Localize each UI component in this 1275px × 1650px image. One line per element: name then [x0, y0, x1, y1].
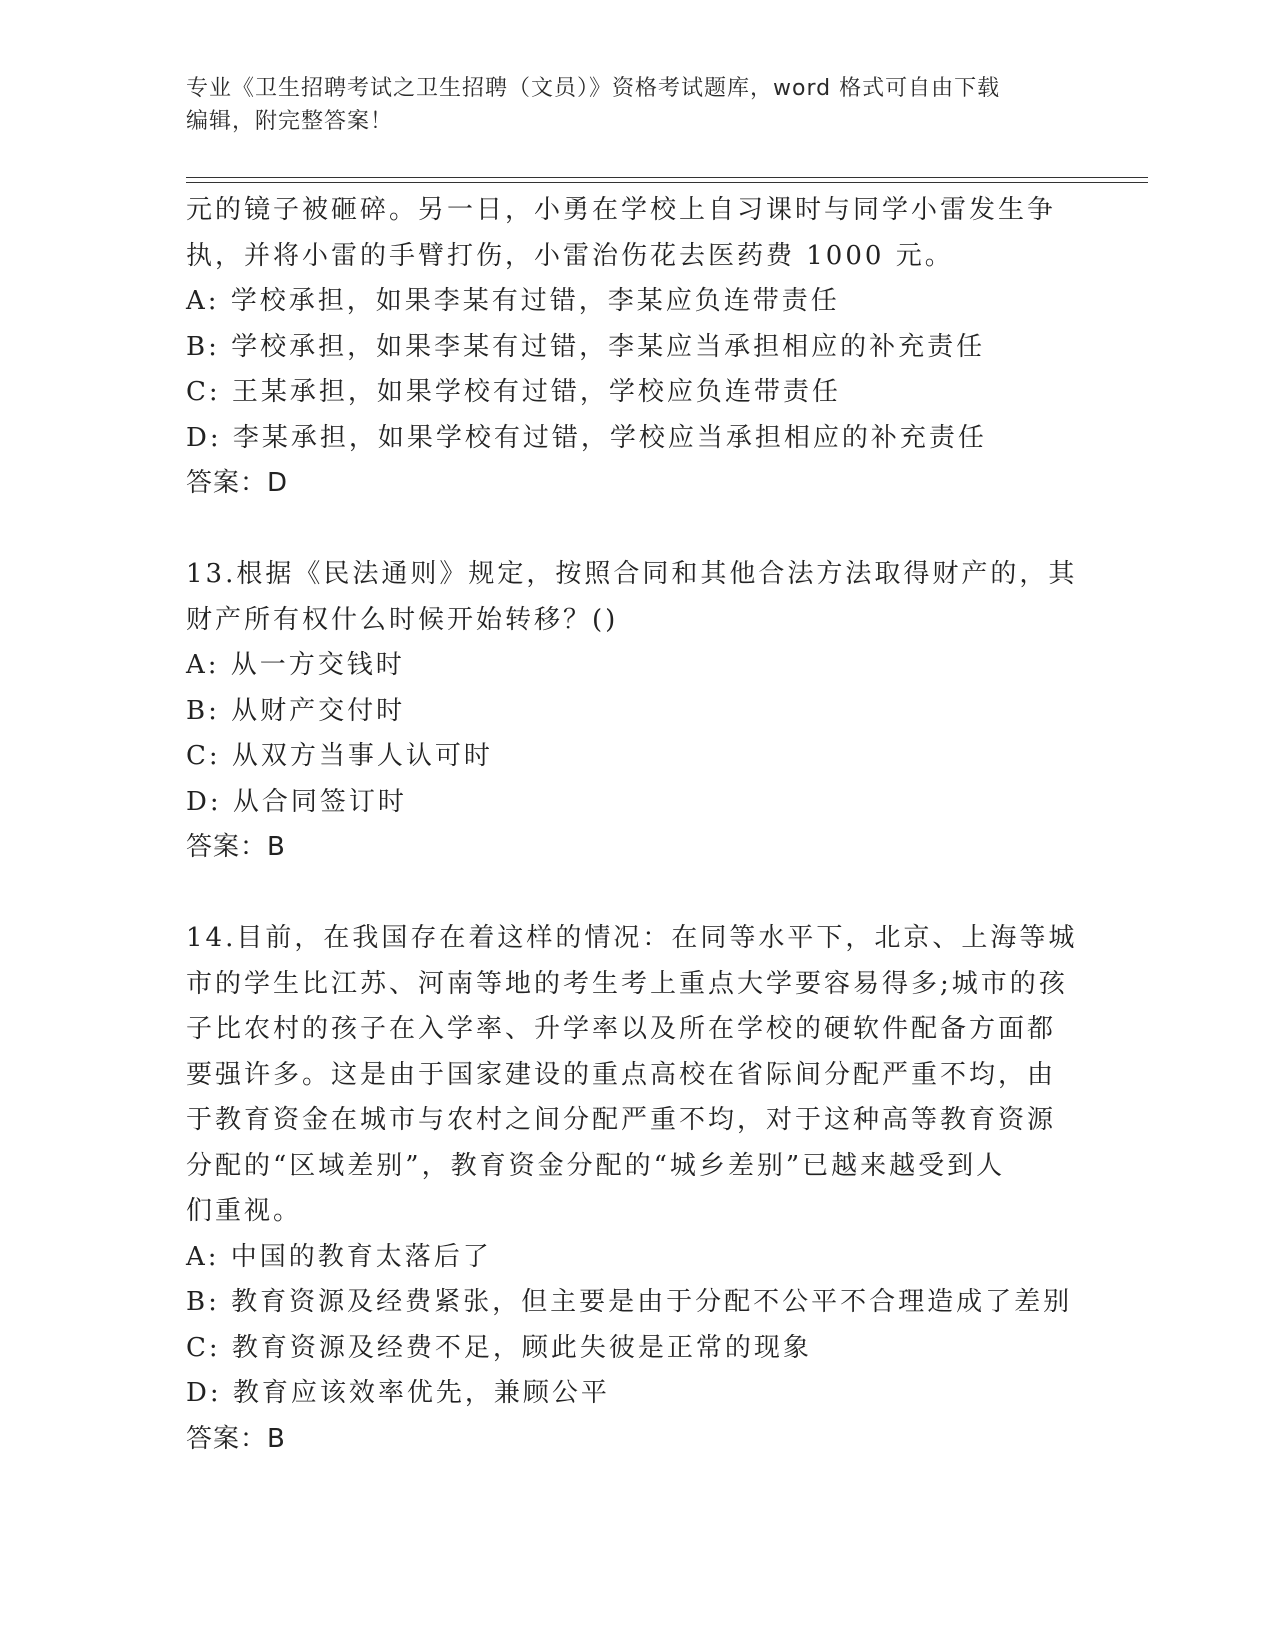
question-text-line: 元的镜子被砸碎。另一日，小勇在学校上自习课时与同学小雷发生争 — [186, 195, 1057, 225]
answer-line: 答案：B — [186, 1423, 286, 1454]
option-a: A: 学校承担，如果李某有过错，李某应负连带责任 — [186, 286, 840, 316]
document-header — [186, 72, 1086, 138]
question-text-line: 分配的“区域差别”，教育资金分配的“城乡差别”已越来越受到人 — [186, 1150, 1006, 1181]
header-divider — [186, 177, 1148, 178]
option-d: D: 李某承担，如果学校有过错，学校应当承担相应的补充责任 — [186, 422, 987, 453]
option-c: C: 王某承担，如果学校有过错，学校应负连带责任 — [186, 377, 841, 407]
option-c: C: 从双方当事人认可时 — [186, 741, 493, 771]
question-text-line: 14.目前，在我国存在着这样的情况：在同等水平下，北京、上海等城 — [186, 923, 1078, 953]
option-a: A: 从一方交钱时 — [186, 650, 405, 680]
question-13 — [186, 552, 1076, 871]
question-text-line: 子比农村的孩子在入学率、升学率以及所在学校的硬软件配备方面都 — [186, 1014, 1057, 1044]
option-b: B: 从财产交付时 — [186, 695, 406, 726]
question-text-line: 于教育资金在城市与农村之间分配严重不均，对于这种高等教育资源 — [186, 1105, 1057, 1135]
option-c: C: 教育资源及经费不足，顾此失彼是正常的现象 — [186, 1332, 812, 1363]
answer-line: 答案：D — [186, 468, 289, 498]
option-d: D: 从合同签订时 — [186, 786, 407, 817]
option-b: B: 教育资源及经费紧张，但主要是由于分配不公平不合理造成了差别 — [186, 1287, 1073, 1317]
option-b: B: 学校承担，如果李某有过错，李某应当承担相应的补充责任 — [186, 331, 986, 362]
question-text-line: 13.根据《民法通则》规定，按照合同和其他合法方法取得财产的，其 — [186, 559, 1078, 589]
spacer — [186, 507, 1076, 553]
document-body — [186, 188, 1076, 1462]
header-line: 编辑，附完整答案！ — [186, 109, 394, 134]
question-text-line: 要强许多。这是由于国家建设的重点高校在省际间分配严重不均，由 — [186, 1059, 1057, 1090]
option-d: D: 教育应该效率优先，兼顾公平 — [186, 1378, 610, 1408]
question-14 — [186, 916, 1076, 1462]
header-divider — [186, 182, 1148, 183]
option-a: A: 中国的教育太落后了 — [186, 1241, 492, 1272]
question-text-line: 财产所有权什么时候开始转移？() — [186, 604, 619, 635]
header-line: 专业《卫生招聘考试之卫生招聘（文员）》资格考试题库，word 格式可自由下载 — [186, 76, 1001, 101]
answer-line: 答案：B — [186, 832, 286, 862]
spacer — [186, 871, 1076, 917]
question-text-line: 们重视。 — [186, 1196, 303, 1226]
question-text-line: 市的学生比江苏、河南等地的考生考上重点大学要容易得多;城市的孩 — [186, 968, 1068, 999]
question-text-line: 执，并将小雷的手臂打伤，小雷治伤花去医药费 1000 元。 — [186, 240, 954, 271]
question-continuation — [186, 188, 1076, 507]
